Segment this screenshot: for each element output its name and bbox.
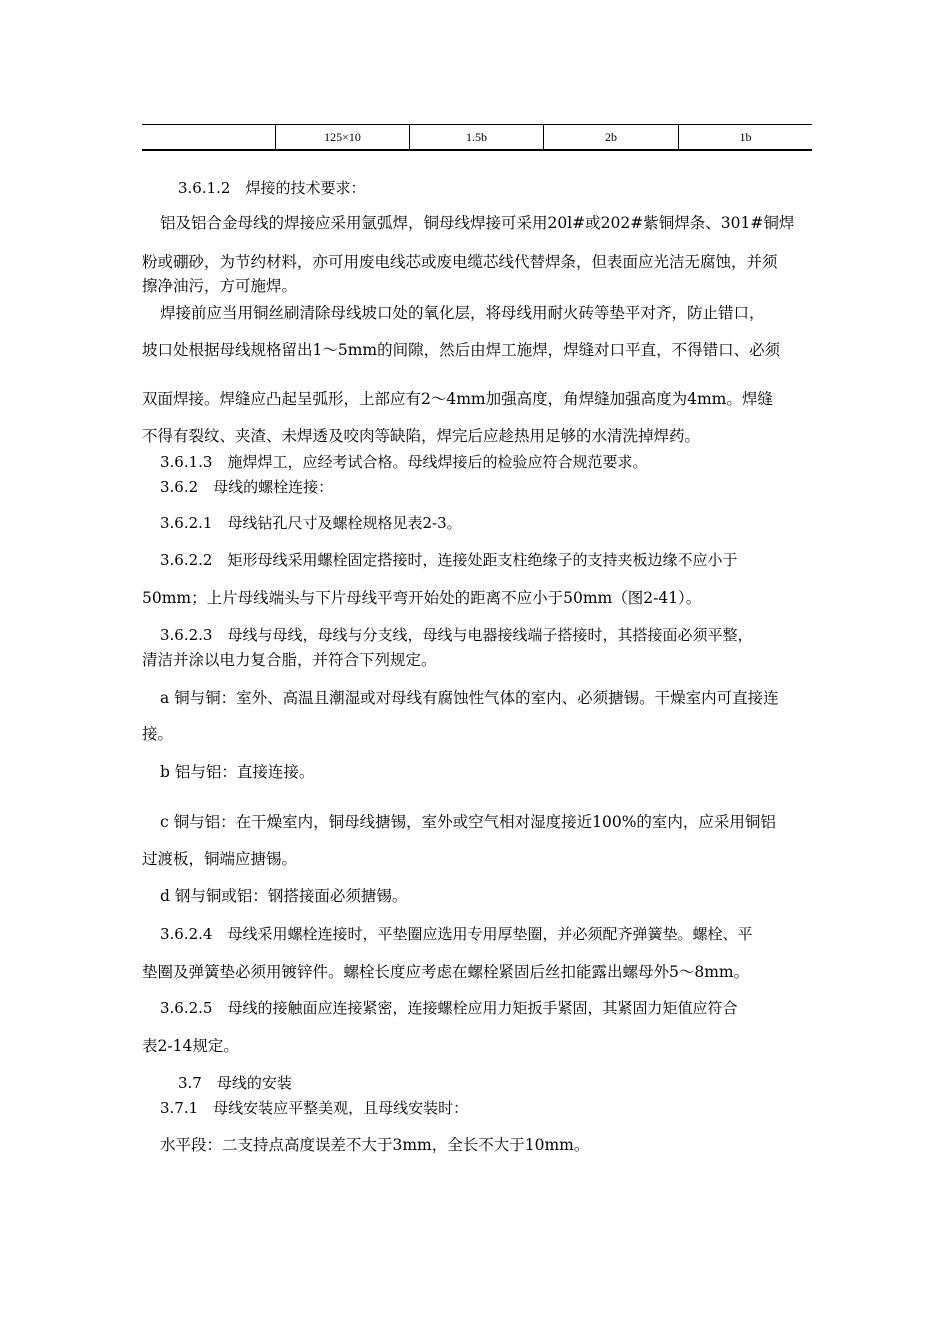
paragraph-line: 清洁并涂以电力复合脂，并符合下列规定。 (142, 651, 437, 669)
table-cell: 1b (679, 125, 813, 151)
paragraph-line: 粉或硼砂，为节约材料，亦可用废电线芯或废电缆芯线代替焊条，但表面应光洁无腐蚀，并须 (142, 253, 778, 271)
table-cell: 125×10 (276, 125, 410, 151)
section-heading: 3.6.2.4 母线采用螺栓连接时，平垫圈应选用专用厚垫圈，并必须配齐弹簧垫。螺栓、平 (160, 925, 753, 943)
paragraph-line: 接。 (142, 725, 174, 743)
section-heading: 3.6.1.2 焊接的技术要求： (178, 179, 366, 197)
paragraph-line: 擦净油污，方可施焊。 (142, 277, 298, 295)
section-heading: 3.7 母线的安装 (178, 1074, 292, 1092)
paragraph-line: 不得有裂纹、夹渣、未焊透及咬肉等缺陷，焊完后应趁热用足够的水清洗掉焊药。 (142, 427, 701, 445)
section-heading: 3.7.1 母线安装应平整美观，且母线安装时： (160, 1099, 469, 1117)
paragraph-line: 焊接前应当用铜丝刷清除母线坡口处的氧化层，将母线用耐火砖等垫平对齐，防止错口， (160, 304, 765, 322)
section-heading: 3.6.2.5 母线的接触面应连接紧密，连接螺栓应用力矩扳手紧固，其紧固力矩值应符合 (160, 999, 738, 1017)
table-cell (142, 125, 276, 151)
paragraph-line: 垫圈及弹簧垫必须用镀锌件。螺栓长度应考虑在螺栓紧固后丝扣能露出螺母外5～8mm。 (142, 963, 750, 981)
paragraph-line: 双面焊接。焊缝应凸起呈弧形，上部应有2～4mm加强高度，角焊缝加强高度为4mm。焊缝 (142, 390, 773, 408)
list-item: b 铝与铝：直接连接。 (160, 763, 315, 781)
paragraph-line: 坡口处根据母线规格留出1～5mm的间隙，然后由焊工施焊，焊缝对口平直，不得错口、必须 (142, 341, 781, 359)
list-item: a 铜与铜：室外、高温且潮湿或对母线有腐蚀性气体的室内、必须搪锡。干燥室内可直接连 (160, 689, 779, 707)
section-heading: 3.6.2 母线的螺栓连接： (160, 478, 334, 496)
section-heading: 3.6.1.3 施焊焊工，应经考试合格。母线焊接后的检验应符合规范要求。 (160, 453, 648, 471)
section-heading: 3.6.2.3 母线与母线，母线与分支线，母线与电器接线端子搭接时，其搭接面必须平整， (160, 626, 753, 644)
paragraph-line: 铝及铝合金母线的焊接应采用氩弧焊，铜母线焊接可采用20l#或202#紫铜焊条、301#铜焊 (160, 214, 795, 232)
section-heading: 3.6.2.2 矩形母线采用螺栓固定搭接时，连接处距支柱绝缘子的支持夹板边缘不应小于 (160, 551, 738, 569)
paragraph-line: 水平段：二支持点高度误差不大于3mm，全长不大于10mm。 (160, 1136, 590, 1154)
table-cell: 1.5b (410, 125, 544, 151)
section-heading: 3.6.2.1 母线钻孔尺寸及螺栓规格见表2-3。 (160, 514, 462, 532)
paragraph-line: 表2-14规定。 (142, 1037, 239, 1055)
spec-table (142, 124, 812, 151)
list-item: c 铜与铝：在干燥室内，铜母线搪锡，室外或空气相对湿度接近100%的室内，应采用铜铝 (160, 813, 776, 831)
paragraph-line: 50mm；上片母线端头与下片母线平弯开始处的距离不应小于50mm（图2-41）。 (142, 589, 702, 607)
list-item: d 钢与铜或铝：钢搭接面必须搪锡。 (160, 887, 408, 905)
table-cell: 2b (544, 125, 679, 151)
table-row (142, 125, 812, 151)
paragraph-line: 过渡板，铜端应搪锡。 (142, 850, 298, 868)
